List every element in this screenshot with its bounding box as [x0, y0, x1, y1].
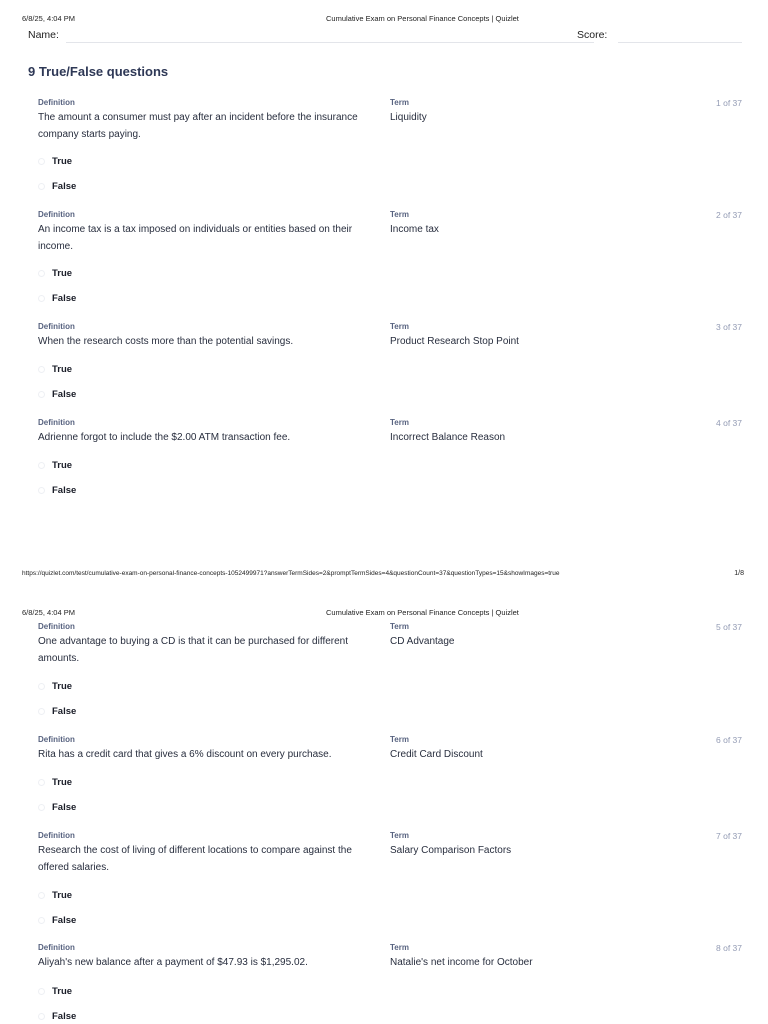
- term-text: Product Research Stop Point: [390, 336, 519, 347]
- term-label: Term: [390, 98, 409, 107]
- print-document-title: Cumulative Exam on Personal Finance Concepts | Quizlet: [326, 608, 519, 617]
- radio-circle-icon[interactable]: [38, 779, 45, 786]
- true-option-label: True: [52, 459, 73, 471]
- true-option[interactable]: [38, 984, 72, 998]
- question-counter: 2 of 37: [716, 210, 742, 220]
- radio-circle-icon[interactable]: [38, 391, 45, 398]
- radio-circle-icon[interactable]: [38, 487, 45, 494]
- true-option[interactable]: [38, 154, 72, 168]
- definition-text: One advantage to buying a CD is that it can be purchased for different amounts.: [38, 636, 349, 664]
- true-option[interactable]: [38, 458, 72, 472]
- false-option[interactable]: [38, 913, 76, 927]
- question-counter: 6 of 37: [716, 735, 742, 745]
- name-label: Name:: [28, 29, 59, 41]
- term-label: Term: [390, 322, 409, 331]
- print-page-number: 1/8: [734, 570, 744, 577]
- definition-label: Definition: [38, 831, 75, 840]
- radio-circle-icon[interactable]: [38, 158, 45, 165]
- term-label: Term: [390, 735, 409, 744]
- true-option[interactable]: [38, 679, 72, 693]
- name-field[interactable]: [66, 42, 594, 43]
- false-option-label: False: [52, 388, 77, 400]
- definition-text: Research the cost of living of different locations to compare against the offered salaries.: [38, 845, 352, 873]
- definition-text: An income tax is a tax imposed on individuals or entities based on their income.: [38, 224, 353, 252]
- question-counter: 5 of 37: [716, 622, 742, 632]
- definition-text: Aliyah's new balance after a payment of $47.93 is $1,295.02.: [38, 957, 308, 968]
- term-text: Incorrect Balance Reason: [390, 432, 506, 443]
- name-score-row: [28, 28, 742, 44]
- definition-text: When the research costs more than the potential savings.: [38, 336, 294, 347]
- term-text: CD Advantage: [390, 636, 455, 647]
- radio-circle-icon[interactable]: [38, 708, 45, 715]
- definition-text: Adrienne forgot to include the $2.00 ATM transaction fee.: [38, 432, 291, 443]
- question-counter: 8 of 37: [716, 943, 742, 953]
- true-option[interactable]: [38, 775, 72, 789]
- question-counter: 3 of 37: [716, 322, 742, 332]
- term-label: Term: [390, 831, 409, 840]
- definition-label: Definition: [38, 622, 75, 631]
- definition-text: The amount a consumer must pay after an incident before the insurance company starts paying.: [38, 112, 358, 140]
- term-label: Term: [390, 210, 409, 219]
- false-option[interactable]: [38, 704, 76, 718]
- false-option[interactable]: [38, 291, 76, 305]
- definition-label: Definition: [38, 322, 75, 331]
- term-label: Term: [390, 418, 409, 427]
- definition-label: Definition: [38, 98, 75, 107]
- definition-label: Definition: [38, 943, 75, 952]
- true-option-label: True: [52, 155, 73, 167]
- definition-label: Definition: [38, 418, 75, 427]
- false-option-label: False: [52, 801, 77, 813]
- true-option-label: True: [52, 363, 73, 375]
- true-option-label: True: [52, 680, 73, 692]
- true-option-label: True: [52, 267, 73, 279]
- print-document-title: Cumulative Exam on Personal Finance Concepts | Quizlet: [326, 14, 519, 23]
- radio-circle-icon[interactable]: [38, 683, 45, 690]
- true-option-label: True: [52, 889, 73, 901]
- radio-circle-icon[interactable]: [38, 892, 45, 899]
- score-label: Score:: [577, 29, 608, 41]
- true-option[interactable]: [38, 362, 72, 376]
- false-option[interactable]: [38, 1009, 76, 1023]
- radio-circle-icon[interactable]: [38, 462, 45, 469]
- term-text: Liquidity: [390, 112, 427, 123]
- radio-circle-icon[interactable]: [38, 988, 45, 995]
- false-option-label: False: [52, 914, 77, 926]
- false-option-label: False: [52, 705, 77, 717]
- term-label: Term: [390, 943, 409, 952]
- print-timestamp: 6/8/25, 4:04 PM: [22, 14, 75, 23]
- term-text: Credit Card Discount: [390, 749, 483, 760]
- true-option-label: True: [52, 776, 73, 788]
- definition-label: Definition: [38, 210, 75, 219]
- term-label: Term: [390, 622, 409, 631]
- radio-circle-icon[interactable]: [38, 917, 45, 924]
- question-counter: 1 of 37: [716, 98, 742, 108]
- radio-circle-icon[interactable]: [38, 366, 45, 373]
- false-option[interactable]: [38, 483, 76, 497]
- radio-circle-icon[interactable]: [38, 804, 45, 811]
- radio-circle-icon[interactable]: [38, 183, 45, 190]
- false-option-label: False: [52, 1010, 77, 1022]
- true-option[interactable]: [38, 888, 72, 902]
- false-option[interactable]: [38, 800, 76, 814]
- print-timestamp: 6/8/25, 4:04 PM: [22, 608, 75, 617]
- section-title: 9 True/False questions: [28, 64, 169, 79]
- term-text: Income tax: [390, 224, 439, 235]
- false-option[interactable]: [38, 179, 76, 193]
- false-option[interactable]: [38, 387, 76, 401]
- definition-text: Rita has a credit card that gives a 6% discount on every purchase.: [38, 749, 332, 760]
- radio-circle-icon[interactable]: [38, 270, 45, 277]
- term-text: Salary Comparison Factors: [390, 845, 512, 856]
- radio-circle-icon[interactable]: [38, 295, 45, 302]
- term-text: Natalie's net income for October: [390, 957, 533, 968]
- false-option-label: False: [52, 292, 77, 304]
- question-counter: 4 of 37: [716, 418, 742, 428]
- print-footer-url: https://quizlet.com/test/cumulative-exam-on-personal-finance-concepts-1052499971?answerTermSides=2&promptTermSides=4&questionCount=37&questionTypes=15&showImages=true: [22, 570, 560, 577]
- radio-circle-icon[interactable]: [38, 1013, 45, 1020]
- definition-label: Definition: [38, 735, 75, 744]
- question-counter: 7 of 37: [716, 831, 742, 841]
- false-option-label: False: [52, 484, 77, 496]
- false-option-label: False: [52, 180, 77, 192]
- true-option[interactable]: [38, 266, 72, 280]
- true-option-label: True: [52, 985, 73, 997]
- score-field[interactable]: [618, 42, 742, 43]
